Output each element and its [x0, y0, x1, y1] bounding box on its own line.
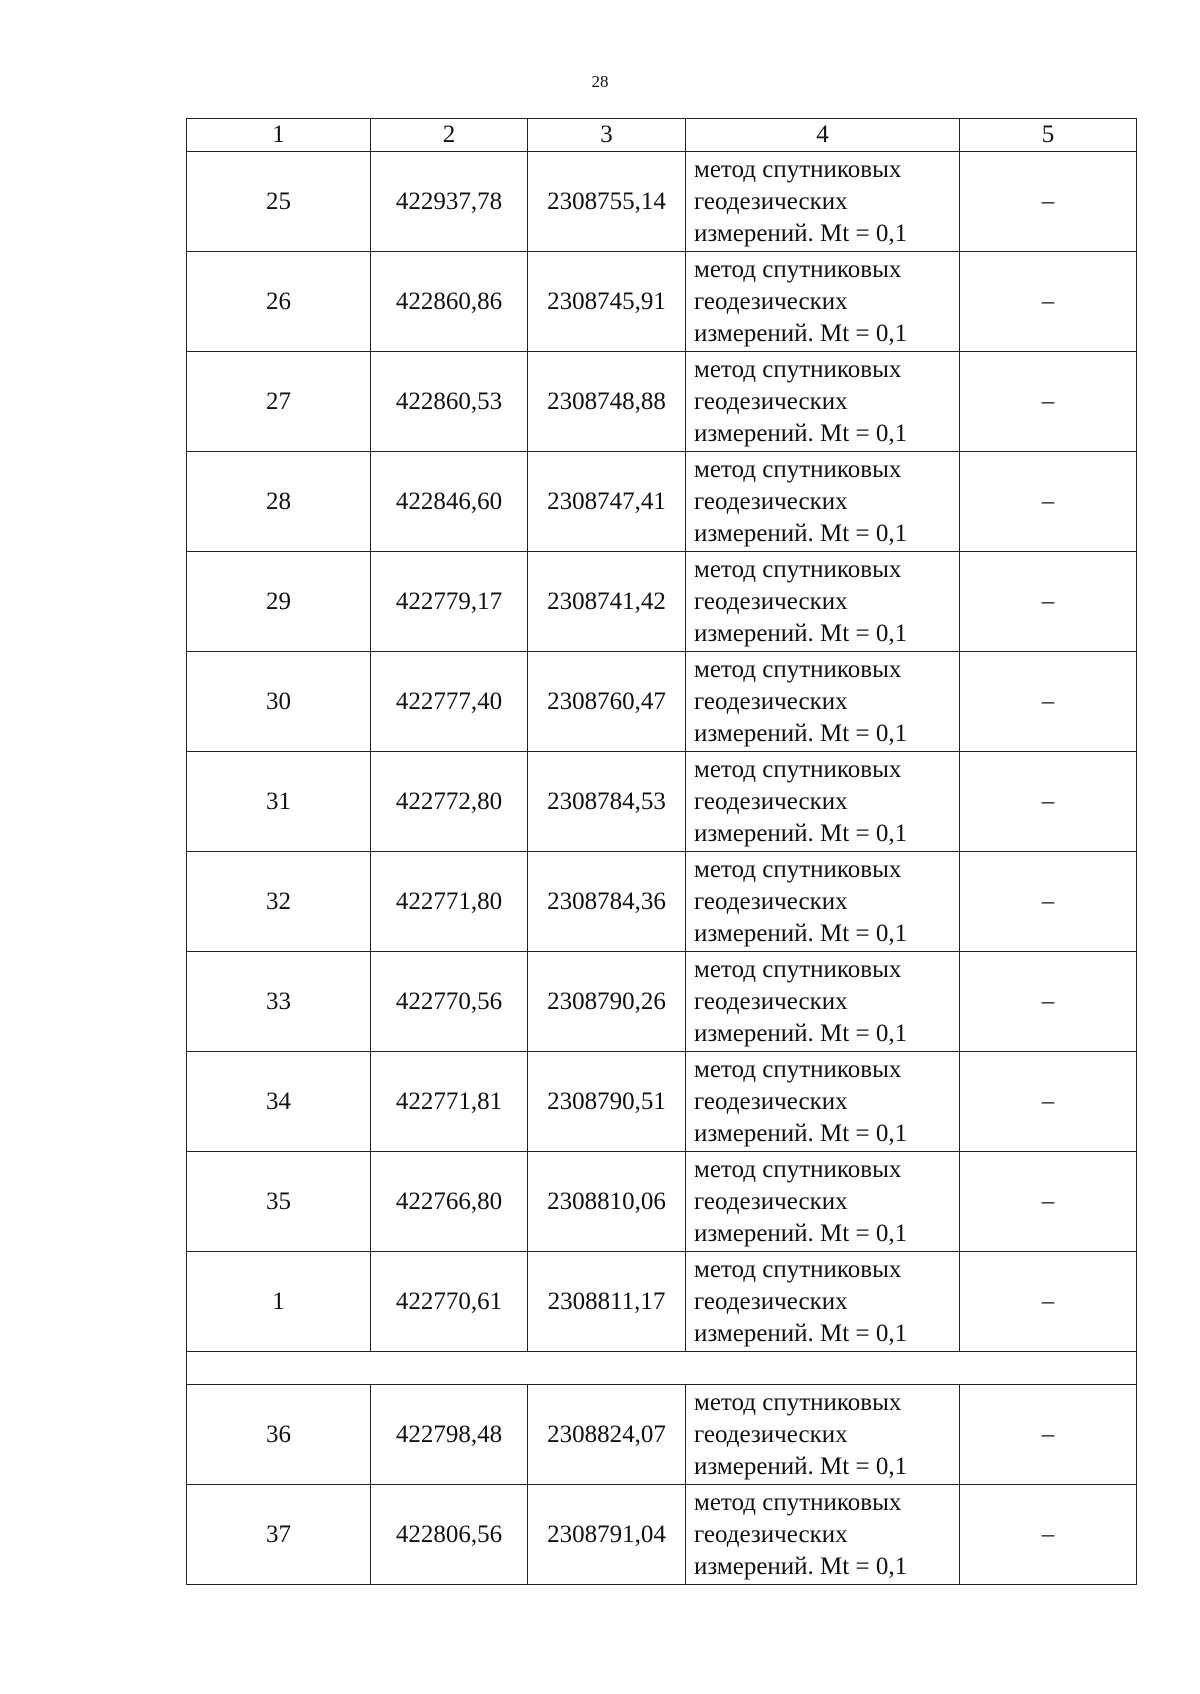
x-coordinate-cell: 422937,78	[371, 152, 528, 252]
y-coordinate-cell: 2308810,06	[528, 1152, 686, 1252]
method-line: метод спутниковых	[694, 755, 902, 783]
method-line: геодезических	[694, 787, 848, 815]
column-header: 4	[686, 119, 960, 152]
y-coordinate-cell: 2308755,14	[528, 152, 686, 252]
method-line: измерений. Mt = 0,1	[694, 919, 908, 947]
x-coordinate-cell: 422798,48	[371, 1385, 528, 1485]
note-cell: –	[960, 552, 1137, 652]
y-coordinate-cell: 2308784,53	[528, 752, 686, 852]
point-number-cell: 30	[187, 652, 371, 752]
method-line: измерений. Mt = 0,1	[694, 1552, 908, 1580]
method-cell	[686, 252, 960, 352]
y-coordinate-cell: 2308790,51	[528, 1052, 686, 1152]
note-cell: –	[960, 852, 1137, 952]
method-line: измерений. Mt = 0,1	[694, 519, 908, 547]
method-line: метод спутниковых	[694, 1055, 902, 1083]
method-line: геодезических	[694, 387, 848, 415]
table-row	[187, 1252, 1137, 1352]
table-row	[187, 1385, 1137, 1485]
note-cell: –	[960, 952, 1137, 1052]
method-line: измерений. Mt = 0,1	[694, 819, 908, 847]
method-line: метод спутниковых	[694, 855, 902, 883]
method-cell	[686, 1385, 960, 1485]
y-coordinate-cell: 2308760,47	[528, 652, 686, 752]
x-coordinate-cell: 422779,17	[371, 552, 528, 652]
note-cell: –	[960, 452, 1137, 552]
note-cell: –	[960, 1485, 1137, 1585]
y-coordinate-cell: 2308811,17	[528, 1252, 686, 1352]
method-line: геодезических	[694, 887, 848, 915]
method-line: метод спутниковых	[694, 355, 902, 383]
x-coordinate-cell: 422806,56	[371, 1485, 528, 1585]
method-line: геодезических	[694, 987, 848, 1015]
method-line: метод спутниковых	[694, 655, 902, 683]
note-cell: –	[960, 1252, 1137, 1352]
point-number-cell: 33	[187, 952, 371, 1052]
method-line: метод спутниковых	[694, 1388, 902, 1416]
page-number: 28	[591, 72, 609, 91]
point-number-cell: 28	[187, 452, 371, 552]
method-cell	[686, 952, 960, 1052]
point-number-cell: 31	[187, 752, 371, 852]
separator-cell	[187, 1352, 1137, 1385]
method-cell	[686, 1485, 960, 1585]
point-number-cell: 32	[187, 852, 371, 952]
note-cell: –	[960, 152, 1137, 252]
column-header: 5	[960, 119, 1137, 152]
note-cell: –	[960, 252, 1137, 352]
x-coordinate-cell: 422770,61	[371, 1252, 528, 1352]
method-cell	[686, 552, 960, 652]
method-line: геодезических	[694, 1420, 848, 1448]
table-row	[187, 1052, 1137, 1152]
table-row	[187, 1152, 1137, 1252]
note-cell: –	[960, 1385, 1137, 1485]
note-cell: –	[960, 1152, 1137, 1252]
y-coordinate-cell: 2308784,36	[528, 852, 686, 952]
point-number-cell: 1	[187, 1252, 371, 1352]
method-line: измерений. Mt = 0,1	[694, 1019, 908, 1047]
separator-row	[187, 1352, 1137, 1385]
column-header: 1	[187, 119, 371, 152]
point-number-cell: 34	[187, 1052, 371, 1152]
point-number-cell: 26	[187, 252, 371, 352]
method-line: геодезических	[694, 1520, 848, 1548]
method-line: геодезических	[694, 1287, 848, 1315]
y-coordinate-cell: 2308747,41	[528, 452, 686, 552]
method-cell	[686, 1052, 960, 1152]
table-row	[187, 352, 1137, 452]
method-cell	[686, 852, 960, 952]
method-cell	[686, 652, 960, 752]
note-cell: –	[960, 752, 1137, 852]
method-line: метод спутниковых	[694, 255, 902, 283]
method-line: измерений. Mt = 0,1	[694, 719, 908, 747]
point-number-cell: 25	[187, 152, 371, 252]
method-line: геодезических	[694, 1087, 848, 1115]
coordinates-table	[186, 118, 1137, 1585]
point-number-cell: 37	[187, 1485, 371, 1585]
table-row	[187, 652, 1137, 752]
method-line: метод спутниковых	[694, 455, 902, 483]
x-coordinate-cell: 422771,81	[371, 1052, 528, 1152]
method-line: измерений. Mt = 0,1	[694, 1319, 908, 1347]
method-line: метод спутниковых	[694, 955, 902, 983]
point-number-cell: 36	[187, 1385, 371, 1485]
column-header: 3	[528, 119, 686, 152]
x-coordinate-cell: 422770,56	[371, 952, 528, 1052]
x-coordinate-cell: 422777,40	[371, 652, 528, 752]
x-coordinate-cell: 422772,80	[371, 752, 528, 852]
table-row	[187, 752, 1137, 852]
table-row	[187, 152, 1137, 252]
y-coordinate-cell: 2308790,26	[528, 952, 686, 1052]
column-header: 2	[371, 119, 528, 152]
x-coordinate-cell: 422846,60	[371, 452, 528, 552]
table-row	[187, 1485, 1137, 1585]
table-row	[187, 452, 1137, 552]
method-line: метод спутниковых	[694, 1255, 902, 1283]
method-line: измерений. Mt = 0,1	[694, 1452, 908, 1480]
y-coordinate-cell: 2308741,42	[528, 552, 686, 652]
y-coordinate-cell: 2308748,88	[528, 352, 686, 452]
method-line: геодезических	[694, 687, 848, 715]
method-line: измерений. Mt = 0,1	[694, 319, 908, 347]
point-number-cell: 29	[187, 552, 371, 652]
method-line: геодезических	[694, 587, 848, 615]
note-cell: –	[960, 1052, 1137, 1152]
method-line: геодезических	[694, 487, 848, 515]
coordinates-table-body	[187, 119, 1137, 1585]
method-cell	[686, 352, 960, 452]
method-line: измерений. Mt = 0,1	[694, 619, 908, 647]
method-cell	[686, 752, 960, 852]
table-row	[187, 552, 1137, 652]
x-coordinate-cell: 422771,80	[371, 852, 528, 952]
x-coordinate-cell: 422860,53	[371, 352, 528, 452]
method-cell	[686, 1152, 960, 1252]
header-row	[187, 119, 1137, 152]
note-cell: –	[960, 652, 1137, 752]
table-row	[187, 852, 1137, 952]
method-line: измерений. Mt = 0,1	[694, 219, 908, 247]
method-line: геодезических	[694, 1187, 848, 1215]
method-line: геодезических	[694, 187, 848, 215]
method-line: метод спутниковых	[694, 155, 902, 183]
method-line: метод спутниковых	[694, 1155, 902, 1183]
point-number-cell: 27	[187, 352, 371, 452]
method-cell	[686, 452, 960, 552]
note-cell: –	[960, 352, 1137, 452]
table-row	[187, 952, 1137, 1052]
method-cell	[686, 1252, 960, 1352]
x-coordinate-cell: 422860,86	[371, 252, 528, 352]
method-line: измерений. Mt = 0,1	[694, 1219, 908, 1247]
y-coordinate-cell: 2308824,07	[528, 1385, 686, 1485]
y-coordinate-cell: 2308745,91	[528, 252, 686, 352]
point-number-cell: 35	[187, 1152, 371, 1252]
x-coordinate-cell: 422766,80	[371, 1152, 528, 1252]
method-line: метод спутниковых	[694, 1488, 902, 1516]
y-coordinate-cell: 2308791,04	[528, 1485, 686, 1585]
method-line: измерений. Mt = 0,1	[694, 419, 908, 447]
method-cell	[686, 152, 960, 252]
method-line: измерений. Mt = 0,1	[694, 1119, 908, 1147]
method-line: геодезических	[694, 287, 848, 315]
method-line: метод спутниковых	[694, 555, 902, 583]
table-row	[187, 252, 1137, 352]
